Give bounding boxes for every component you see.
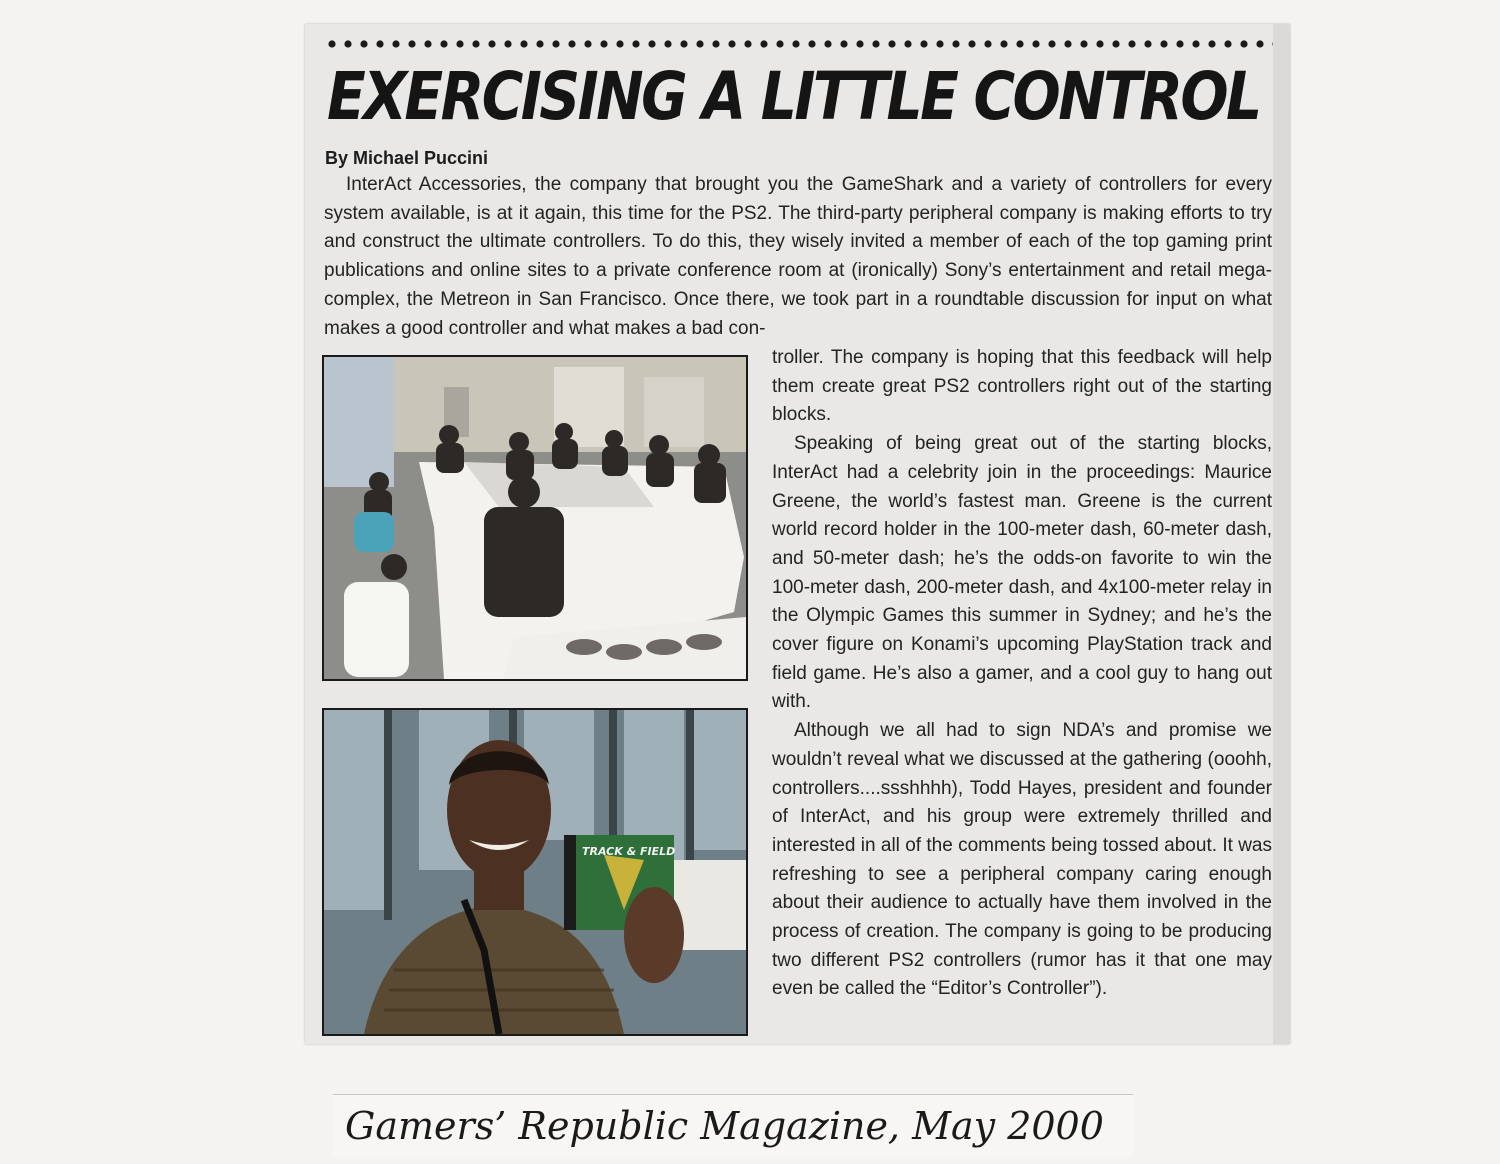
article-headline: EXERCISING A LITTLE CONTROL bbox=[327, 58, 1260, 135]
paragraph-3: Although we all had to sign NDA’s and promise we wouldn’t reveal what we discussed at the gathering (ooohh, controllers....ssshhhh), Todd Hayes, president and founder of InterAct, and his group were extremely thrilled and interested in all of the comments being tossed about. It was refreshing to see a peripheral company caring enough about their audience to actually have them involved in the process of creation. The company is going to be producing two different PS2 controllers (rumor has it that one may even be called the “Editor’s Controller”). bbox=[772, 720, 1272, 1000]
conference-room-photo bbox=[322, 355, 748, 681]
right-column bbox=[772, 344, 1272, 1004]
paragraph-1-continued: troller. The company is hoping that this feedback will help them create great PS2 controllers right out of the starting blocks. bbox=[772, 347, 1272, 426]
source-caption-strip bbox=[333, 1094, 1133, 1157]
article-intro-paragraph: InterAct Accessories, the company that brought you the GameShark and a variety of controllers for every system available, is at it again, this time for the PS2. The third-party peripheral company is making efforts to try and construct the ultimate controllers. To do this, they wisely invited a member of each of the top gaming print publications and online sites to a private conference room at (ironically) Sony’s entertainment and retail mega-complex, the Metreon in San Francisco. Once there, we took part in a roundtable discussion for input on what makes a good controller and what makes a bad con- bbox=[324, 174, 1272, 339]
article-clipping bbox=[305, 24, 1290, 1044]
dotted-rule bbox=[327, 37, 1287, 51]
game-box-title: TRACK & FIELD bbox=[582, 845, 676, 858]
maurice-greene-photo bbox=[322, 708, 748, 1036]
adjacent-page-edge bbox=[1273, 24, 1290, 1044]
paragraph-2: Speaking of being great out of the starting blocks, InterAct had a celebrity join in the proceedings: Maurice Greene, the world’s fastest man. Greene is the current world record holder in the 100-meter dash, 60-meter dash, and 50-meter dash; he’s the odds-on favorite to win the 100-meter dash, 200-meter dash, and 4x100-meter relay in the Olympic Games this summer in Sydney; and he’s the cover figure on Konami’s upcoming PlayStation track and field game. He’s also a gamer, and a cool guy to hang out with. bbox=[772, 433, 1272, 713]
article-byline: By Michael Puccini bbox=[325, 148, 489, 168]
source-caption: Gamers’ Republic Magazine, May 2000 bbox=[345, 1104, 1104, 1148]
